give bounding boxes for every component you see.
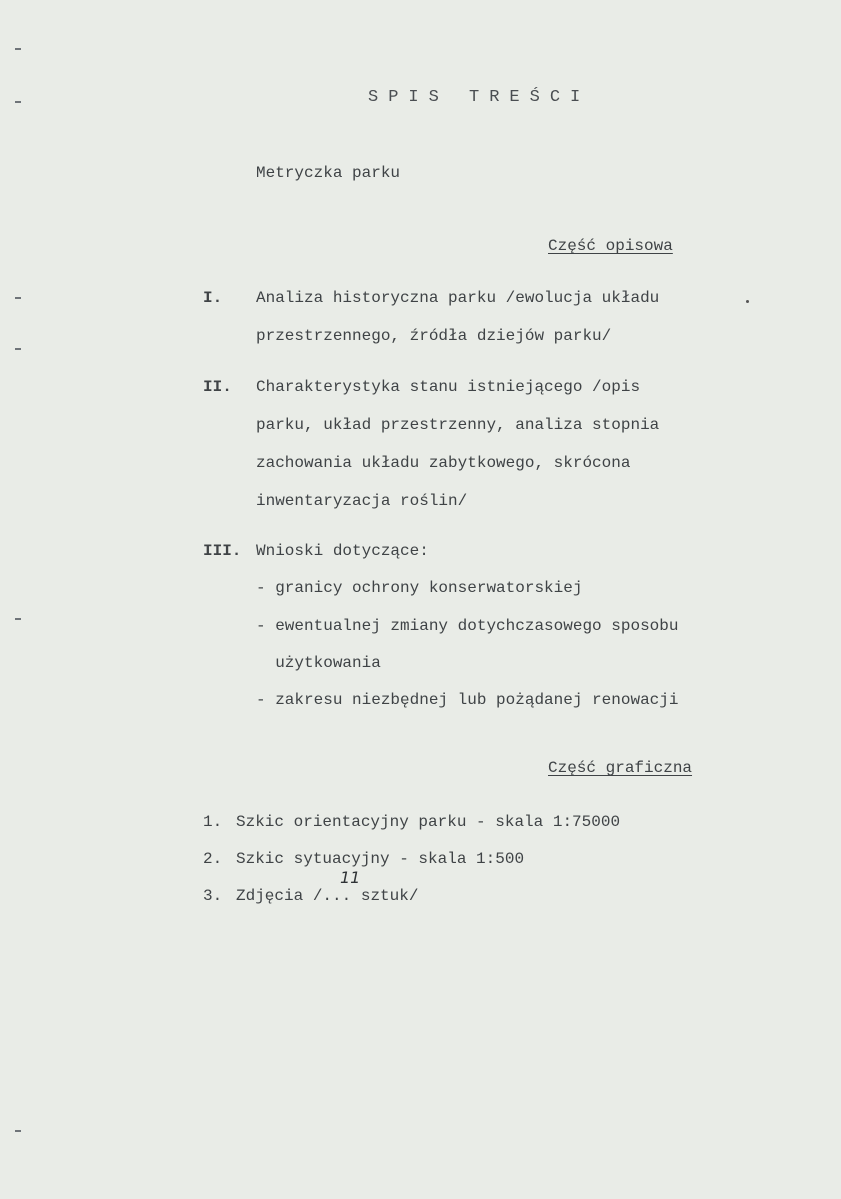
margin-mark	[15, 1130, 21, 1132]
section-heading-graphic: Część graficzna	[548, 759, 693, 777]
photos-text-after: sztuk/	[351, 887, 419, 905]
item-line: przestrzennego, źródła dziejów parku/	[256, 327, 612, 345]
stray-mark	[746, 300, 749, 303]
section-heading-descriptive: Część opisowa	[548, 237, 673, 255]
margin-mark	[15, 101, 21, 103]
graphic-item-number: 2.	[203, 850, 223, 868]
metryczka-label: Metryczka parku	[256, 164, 401, 182]
item-line: zachowania układu zabytkowego, skrócona	[256, 454, 631, 472]
conclusion-line: - granicy ochrony konserwatorskiej	[256, 579, 583, 597]
photos-text-before: Zdjęcia /	[236, 887, 323, 905]
item-numeral: I.	[203, 289, 223, 307]
item-numeral: III.	[203, 542, 242, 560]
graphic-item-text: Szkic sytuacyjny - skala 1:500	[236, 850, 525, 868]
graphic-item-number: 1.	[203, 813, 223, 831]
item-line: inwentaryzacja roślin/	[256, 492, 468, 510]
page-title: SPIS TREŚCI	[368, 88, 591, 107]
conclusion-line: - ewentualnej zmiany dotychczasowego sposobu	[256, 617, 679, 635]
conclusion-line: użytkowania	[256, 654, 381, 672]
item-line: Wnioski dotyczące:	[256, 542, 429, 560]
photos-count-placeholder: ...	[322, 887, 352, 905]
margin-mark	[15, 348, 21, 350]
item-line: Analiza historyczna parku /ewolucja układu	[256, 289, 660, 307]
margin-mark	[15, 297, 21, 299]
item-line: parku, układ przestrzenny, analiza stopnia	[256, 416, 660, 434]
margin-mark	[15, 618, 21, 620]
graphic-item-number: 3.	[203, 887, 223, 905]
margin-mark	[15, 48, 21, 50]
handwritten-photo-count: 11	[340, 868, 361, 887]
item-line: Charakterystyka stanu istniejącego /opis	[256, 378, 641, 396]
conclusion-line: - zakresu niezbędnej lub pożądanej renowacji	[256, 691, 679, 709]
graphic-item-text	[236, 886, 418, 906]
graphic-item-text: Szkic orientacyjny parku - skala 1:75000	[236, 813, 621, 831]
item-numeral: II.	[203, 378, 232, 396]
